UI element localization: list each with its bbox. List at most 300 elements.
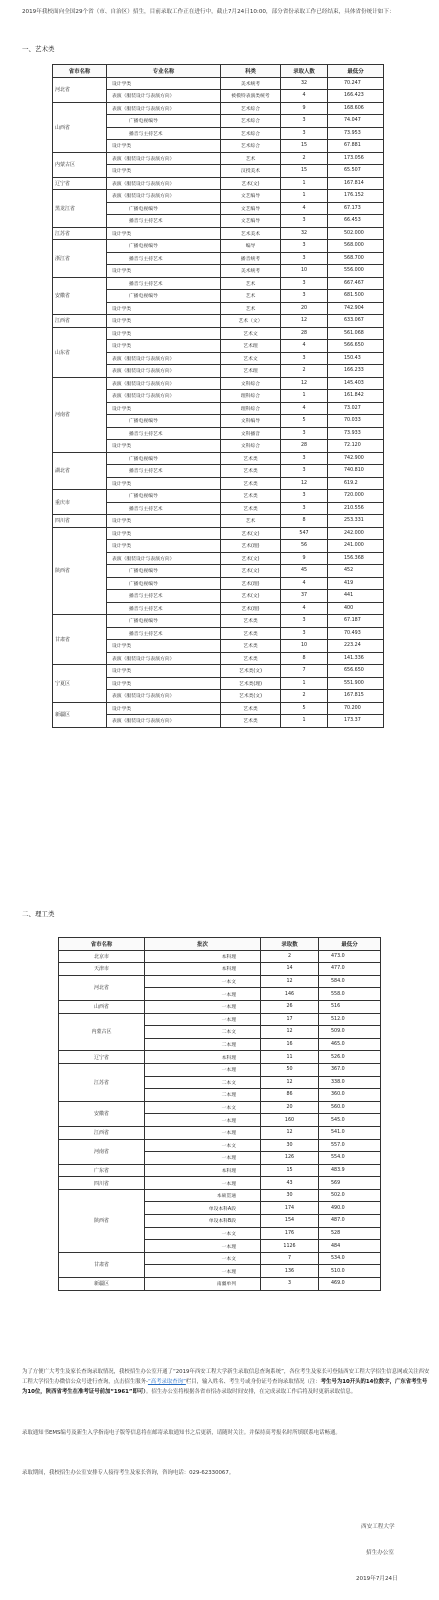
category-cell: 艺术 xyxy=(221,152,281,165)
batch-cell: 一本文 xyxy=(145,1252,261,1265)
section-title-sci: 二、理工类 xyxy=(22,910,55,918)
batch-cell: 本硕贯通 xyxy=(145,1189,261,1202)
count-cell: 14 xyxy=(261,963,319,976)
count-cell: 15 xyxy=(281,140,328,153)
batch-cell: 一本理 xyxy=(145,1240,261,1253)
count-cell: 9 xyxy=(281,102,328,115)
min-score-cell: 419 xyxy=(328,577,384,590)
count-cell: 3 xyxy=(281,252,328,265)
province-cell: 河北省 xyxy=(59,975,145,1000)
min-score-cell: 67.173 xyxy=(328,202,384,215)
count-cell: 3 xyxy=(281,127,328,140)
province-cell: 辽宁省 xyxy=(53,177,107,190)
count-cell: 547 xyxy=(281,527,328,540)
count-cell: 3 xyxy=(281,215,328,228)
major-cell: 表演（服装设计与表演方向） xyxy=(107,102,221,115)
count-cell: 8 xyxy=(281,652,328,665)
count-cell: 3 xyxy=(281,115,328,128)
count-cell: 12 xyxy=(281,315,328,328)
min-score-cell: 541.0 xyxy=(319,1126,381,1139)
count-cell: 3 xyxy=(281,627,328,640)
major-cell: 设计学类 xyxy=(107,702,221,715)
category-cell: 艺术(文) xyxy=(221,590,281,603)
count-cell: 17 xyxy=(261,1013,319,1026)
table-row xyxy=(53,615,384,628)
count-cell: 86 xyxy=(261,1089,319,1102)
count-cell: 4 xyxy=(281,577,328,590)
major-cell: 表演（服装设计与表演方向） xyxy=(107,715,221,728)
category-cell: 文艺编导 xyxy=(221,190,281,203)
category-cell: 艺术文 xyxy=(221,327,281,340)
table-row xyxy=(53,102,384,115)
count-cell: 28 xyxy=(281,327,328,340)
province-cell: 重庆市 xyxy=(53,490,107,515)
major-cell: 广播电视编导 xyxy=(107,452,221,465)
count-cell: 2 xyxy=(281,690,328,703)
min-score-cell: 516 xyxy=(319,1000,381,1013)
min-score-cell: 502.000 xyxy=(328,227,384,240)
batch-cell: 一本理 xyxy=(145,1063,261,1076)
count-cell: 3 xyxy=(281,240,328,253)
min-score-cell: 534.0 xyxy=(319,1252,381,1265)
count-cell: 26 xyxy=(261,1000,319,1013)
category-cell: 艺术类 xyxy=(221,465,281,478)
category-cell: 艺术美术 xyxy=(221,227,281,240)
batch-cell: 南疆单列 xyxy=(145,1278,261,1291)
major-cell: 设计学类 xyxy=(107,440,221,453)
category-cell: 艺术 xyxy=(221,290,281,303)
category-cell: 艺术 xyxy=(221,515,281,528)
min-score-cell: 241.000 xyxy=(328,540,384,553)
min-score-cell: 367.0 xyxy=(319,1063,381,1076)
category-cell: 艺术类 xyxy=(221,502,281,515)
count-cell: 2 xyxy=(261,950,319,963)
count-cell: 20 xyxy=(261,1101,319,1114)
count-cell: 1 xyxy=(281,177,328,190)
batch-cell: 单设本科A段 xyxy=(145,1202,261,1215)
exam-number-note: 考生号为10开头的14位数字，广东省考生号为10位，陕西省考生在准考证号前加“1961”即可） xyxy=(22,1379,428,1395)
table-row xyxy=(53,277,384,290)
province-cell: 江苏省 xyxy=(53,227,107,240)
category-cell: 艺术理 xyxy=(221,365,281,378)
major-cell: 设计学类 xyxy=(107,515,221,528)
count-cell: 2 xyxy=(281,365,328,378)
min-score-cell: 67.881 xyxy=(328,140,384,153)
min-score-cell: 490.0 xyxy=(319,1202,381,1215)
min-score-cell: 568.700 xyxy=(328,252,384,265)
count-cell: 12 xyxy=(261,1076,319,1089)
major-cell: 设计学类 xyxy=(107,327,221,340)
count-cell: 5 xyxy=(281,415,328,428)
min-score-cell: 66.453 xyxy=(328,215,384,228)
count-cell: 15 xyxy=(261,1164,319,1177)
count-cell: 3 xyxy=(281,290,328,303)
count-cell: 45 xyxy=(281,565,328,578)
art-admission-table xyxy=(52,64,384,728)
min-score-cell: 557.0 xyxy=(319,1139,381,1152)
category-cell: 艺术理 xyxy=(221,340,281,353)
category-cell: 艺术(理) xyxy=(221,540,281,553)
category-cell: 艺术(文) xyxy=(221,527,281,540)
batch-cell: 本科理 xyxy=(145,950,261,963)
table-row xyxy=(53,490,384,503)
sign-date: 2019年7月24日 xyxy=(356,1576,398,1582)
major-cell: 广播电视编导 xyxy=(107,490,221,503)
min-score-cell: 360.0 xyxy=(319,1089,381,1102)
major-cell: 播音与主持艺术 xyxy=(107,252,221,265)
major-cell: 设计学类 xyxy=(107,140,221,153)
min-score-cell: 619.2 xyxy=(328,477,384,490)
min-score-cell: 166.423 xyxy=(328,90,384,103)
province-cell: 甘肃省 xyxy=(59,1252,145,1277)
table-row xyxy=(53,515,384,528)
art-header-cell: 省市名称 xyxy=(53,65,107,78)
min-score-cell: 441 xyxy=(328,590,384,603)
count-cell: 4 xyxy=(281,202,328,215)
major-cell: 设计学类 xyxy=(107,540,221,553)
major-cell: 设计学类 xyxy=(107,477,221,490)
category-cell: 艺术类 xyxy=(221,477,281,490)
count-cell: 5 xyxy=(281,702,328,715)
min-score-cell: 633.067 xyxy=(328,315,384,328)
min-score-cell: 73.933 xyxy=(328,427,384,440)
count-cell: 146 xyxy=(261,988,319,1001)
batch-cell: 一本理 xyxy=(145,1114,261,1127)
sci-table-body xyxy=(59,950,381,1290)
min-score-cell: 742.904 xyxy=(328,302,384,315)
sci-header-cell: 省市名称 xyxy=(59,938,145,951)
min-score-cell: 223.24 xyxy=(328,640,384,653)
major-cell: 表演（服装设计与表演方向） xyxy=(107,377,221,390)
min-score-cell: 67.187 xyxy=(328,615,384,628)
province-cell: 江苏省 xyxy=(59,1063,145,1101)
batch-cell: 本科理 xyxy=(145,963,261,976)
major-cell: 设计学类 xyxy=(107,227,221,240)
category-cell: 被模特表演类统考 xyxy=(221,90,281,103)
category-cell: 艺术类 xyxy=(221,452,281,465)
art-table-body xyxy=(53,77,384,727)
province-cell: 江西省 xyxy=(53,315,107,328)
major-cell: 广播电视编导 xyxy=(107,577,221,590)
min-score-cell: 487.0 xyxy=(319,1215,381,1228)
batch-cell: 一本理 xyxy=(145,1152,261,1165)
major-cell: 设计学类 xyxy=(107,77,221,90)
table-row xyxy=(53,665,384,678)
art-header-cell: 科类 xyxy=(221,65,281,78)
min-score-cell: 477.0 xyxy=(319,963,381,976)
min-score-cell: 253.331 xyxy=(328,515,384,528)
min-score-cell: 473.0 xyxy=(319,950,381,963)
min-score-cell: 65.507 xyxy=(328,165,384,178)
batch-cell: 一本文 xyxy=(145,975,261,988)
min-score-cell: 509.0 xyxy=(319,1026,381,1039)
category-cell: 艺术类 xyxy=(221,702,281,715)
min-score-cell: 210.556 xyxy=(328,502,384,515)
table-row xyxy=(53,315,384,328)
count-cell: 28 xyxy=(281,440,328,453)
min-score-cell: 554.0 xyxy=(319,1152,381,1165)
min-score-cell: 70.493 xyxy=(328,627,384,640)
count-cell: 20 xyxy=(281,302,328,315)
count-cell: 15 xyxy=(281,165,328,178)
count-cell: 7 xyxy=(261,1252,319,1265)
min-score-cell: 656.650 xyxy=(328,665,384,678)
count-cell: 10 xyxy=(281,265,328,278)
sci-table-header xyxy=(59,938,381,951)
sci-header-cell: 最低分 xyxy=(319,938,381,951)
major-cell: 表演（服装设计与表演方向） xyxy=(107,365,221,378)
min-score-cell: 70.247 xyxy=(328,77,384,90)
major-cell: 播音与主持艺术 xyxy=(107,465,221,478)
category-cell: 艺术 xyxy=(221,277,281,290)
query-notice-paragraph: 为了方便广大考生及家长查询录取情况，我校招生办公室开通了“2019年西安工程大学新生录取信息查询系统”，各位考生及家长可登陆西安工程大学招生信息网或关注西安工程大学招生办微信公众号进行查询，点击招生服务-“高考录取查询”栏目，输入姓名、考生号或身份证号查询录取情况（注：考生号为10开头的14位数字，广东省考生号为10位，陕西省考生在准考证号前加“1961”即可）。招生办公室将根据各省市招办录取时间安排，在完成录取工作后将及时更新录取信息。 xyxy=(22,1369,430,1395)
major-cell: 播音与主持艺术 xyxy=(107,627,221,640)
category-cell: 文科综合 xyxy=(221,440,281,453)
major-cell: 表演（服装设计与表演方向） xyxy=(107,152,221,165)
min-score-cell: 742.900 xyxy=(328,452,384,465)
table-row xyxy=(59,1000,381,1013)
count-cell: 154 xyxy=(261,1215,319,1228)
min-score-cell: 70.200 xyxy=(328,702,384,715)
major-cell: 播音与主持艺术 xyxy=(107,127,221,140)
province-cell: 河北省 xyxy=(53,77,107,102)
major-cell: 广播电视编导 xyxy=(107,240,221,253)
major-cell: 广播电视编导 xyxy=(107,615,221,628)
min-score-cell: 73.953 xyxy=(328,127,384,140)
category-cell: 艺术类 xyxy=(221,652,281,665)
province-cell: 浙江省 xyxy=(53,240,107,278)
count-cell: 1 xyxy=(281,677,328,690)
min-score-cell: 510.0 xyxy=(319,1265,381,1278)
major-cell: 设计学类 xyxy=(107,302,221,315)
min-score-cell: 566.650 xyxy=(328,340,384,353)
province-cell: 安徽省 xyxy=(53,277,107,315)
min-score-cell: 161.842 xyxy=(328,390,384,403)
count-cell: 126 xyxy=(261,1152,319,1165)
count-cell: 8 xyxy=(281,515,328,528)
table-row xyxy=(53,77,384,90)
category-cell: 理科综合 xyxy=(221,402,281,415)
min-score-cell: 400 xyxy=(328,602,384,615)
category-cell: 艺术(理) xyxy=(221,602,281,615)
major-cell: 设计学类 xyxy=(107,665,221,678)
major-cell: 设计学类 xyxy=(107,527,221,540)
major-cell: 广播电视编导 xyxy=(107,202,221,215)
count-cell: 136 xyxy=(261,1265,319,1278)
batch-cell: 一本理 xyxy=(145,1000,261,1013)
province-cell: 山西省 xyxy=(53,102,107,152)
table-row xyxy=(53,377,384,390)
min-score-cell: 667.467 xyxy=(328,277,384,290)
province-cell: 新疆区 xyxy=(53,702,107,727)
table-row xyxy=(53,702,384,715)
count-cell: 9 xyxy=(281,552,328,565)
batch-cell: 二本文 xyxy=(145,1076,261,1089)
major-cell: 表演（服装设计与表演方向） xyxy=(107,690,221,703)
table-row xyxy=(59,1164,381,1177)
sci-admission-table xyxy=(58,937,381,1291)
min-score-cell: 551.900 xyxy=(328,677,384,690)
count-cell: 2 xyxy=(281,152,328,165)
count-cell: 4 xyxy=(281,602,328,615)
major-cell: 表演（服装设计与表演方向） xyxy=(107,352,221,365)
table-row xyxy=(53,327,384,340)
batch-cell: 一本理 xyxy=(145,1265,261,1278)
province-cell: 广东省 xyxy=(59,1164,145,1177)
major-cell: 广播电视编导 xyxy=(107,115,221,128)
category-cell: 文科播音 xyxy=(221,427,281,440)
count-cell: 3 xyxy=(281,452,328,465)
art-table-header xyxy=(53,65,384,78)
province-cell: 黑龙江省 xyxy=(53,190,107,228)
min-score-cell: 150.43 xyxy=(328,352,384,365)
table-row xyxy=(59,1139,381,1152)
batch-cell: 本科理 xyxy=(145,1051,261,1064)
count-cell: 3 xyxy=(281,465,328,478)
sci-header-cell: 批次 xyxy=(145,938,261,951)
count-cell: 4 xyxy=(281,90,328,103)
province-cell: 湖北省 xyxy=(53,452,107,490)
count-cell: 50 xyxy=(261,1063,319,1076)
min-score-cell: 528 xyxy=(319,1227,381,1240)
batch-cell: 本科理 xyxy=(145,1164,261,1177)
table-row xyxy=(59,1013,381,1026)
count-cell: 3 xyxy=(281,277,328,290)
category-cell: 美术统考 xyxy=(221,265,281,278)
province-cell: 四川省 xyxy=(53,515,107,528)
count-cell: 30 xyxy=(261,1189,319,1202)
sci-header-cell: 录取数 xyxy=(261,938,319,951)
art-header-cell: 录取人数 xyxy=(281,65,328,78)
province-cell: 河南省 xyxy=(53,377,107,452)
count-cell: 32 xyxy=(281,77,328,90)
count-cell: 32 xyxy=(281,227,328,240)
table-row xyxy=(59,950,381,963)
min-score-cell: 168.606 xyxy=(328,102,384,115)
category-cell: 艺术(理) xyxy=(221,577,281,590)
category-cell: 艺术类 xyxy=(221,715,281,728)
major-cell: 表演（服装设计与表演方向） xyxy=(107,552,221,565)
major-cell: 设计学类 xyxy=(107,265,221,278)
province-cell: 内蒙古区 xyxy=(59,1013,145,1051)
count-cell: 10 xyxy=(281,640,328,653)
count-cell: 4 xyxy=(281,340,328,353)
province-cell: 山东省 xyxy=(53,327,107,377)
count-cell: 12 xyxy=(281,377,328,390)
min-score-cell: 72.120 xyxy=(328,440,384,453)
major-cell: 设计学类 xyxy=(107,165,221,178)
count-cell: 12 xyxy=(281,477,328,490)
category-cell: 艺术(文) xyxy=(221,552,281,565)
min-score-cell: 166.233 xyxy=(328,365,384,378)
table-row xyxy=(53,527,384,540)
min-score-cell: 483.9 xyxy=(319,1164,381,1177)
major-cell: 表演（服装设计与表演方向） xyxy=(107,177,221,190)
min-score-cell: 242.000 xyxy=(328,527,384,540)
intro-paragraph: 2019年我校面向全国29个省（市、自治区）招生，目前录取工作正在进行中，截止7月24日10:00，部分省份录取工作已经结束，具体省份统计如下： xyxy=(22,9,395,15)
count-cell: 12 xyxy=(261,1126,319,1139)
major-cell: 设计学类 xyxy=(107,315,221,328)
min-score-cell: 484 xyxy=(319,1240,381,1253)
category-cell: 美术统考 xyxy=(221,77,281,90)
category-cell: 艺术文 xyxy=(221,352,281,365)
category-cell: 艺术（文） xyxy=(221,315,281,328)
table-row xyxy=(59,975,381,988)
province-cell: 四川省 xyxy=(59,1177,145,1190)
major-cell: 设计学类 xyxy=(107,402,221,415)
batch-cell: 一本文 xyxy=(145,1227,261,1240)
count-cell: 37 xyxy=(281,590,328,603)
min-score-cell: 545.0 xyxy=(319,1114,381,1127)
min-score-cell: 556.000 xyxy=(328,265,384,278)
min-score-cell: 167.815 xyxy=(328,690,384,703)
table-row xyxy=(53,190,384,203)
sign-school: 西安工程大学 xyxy=(361,1524,395,1530)
batch-cell: 一本理 xyxy=(145,1126,261,1139)
batch-cell: 二本理 xyxy=(145,1089,261,1102)
count-cell: 1 xyxy=(281,390,328,403)
province-cell: 山西省 xyxy=(59,1000,145,1013)
min-score-cell: 568.000 xyxy=(328,240,384,253)
batch-cell: 二本理 xyxy=(145,1038,261,1051)
category-cell: 艺术(文) xyxy=(221,565,281,578)
category-cell: 艺术类 xyxy=(221,627,281,640)
min-score-cell: 561.068 xyxy=(328,327,384,340)
major-cell: 设计学类 xyxy=(107,340,221,353)
category-cell: 艺术综合 xyxy=(221,102,281,115)
category-cell: 艺术综合 xyxy=(221,140,281,153)
consult-paragraph: 录取期间，我校招生办公室安排专人接待考生及家长咨询，咨询电话：029-62330067。 xyxy=(22,1470,235,1476)
category-cell: 汉授美术 xyxy=(221,165,281,178)
table-row xyxy=(53,240,384,253)
min-score-cell: 465.0 xyxy=(319,1038,381,1051)
major-cell: 播音与主持艺术 xyxy=(107,590,221,603)
province-cell: 新疆区 xyxy=(59,1278,145,1291)
table-row xyxy=(59,1126,381,1139)
category-cell: 艺术类(文) xyxy=(221,690,281,703)
min-score-cell: 74.047 xyxy=(328,115,384,128)
major-cell: 广播电视编导 xyxy=(107,290,221,303)
category-cell: 艺术 xyxy=(221,302,281,315)
category-cell: 文科编导 xyxy=(221,415,281,428)
min-score-cell: 73.027 xyxy=(328,402,384,415)
province-cell: 宁夏区 xyxy=(53,665,107,703)
major-cell: 播音与主持艺术 xyxy=(107,502,221,515)
table-row xyxy=(59,1252,381,1265)
province-cell: 内蒙古区 xyxy=(53,152,107,177)
count-cell: 160 xyxy=(261,1114,319,1127)
category-cell: 艺术类 xyxy=(221,640,281,653)
category-cell: 艺术综合 xyxy=(221,115,281,128)
count-cell: 1 xyxy=(281,190,328,203)
category-cell: 艺术类(理) xyxy=(221,677,281,690)
min-score-cell: 173.37 xyxy=(328,715,384,728)
table-row xyxy=(53,227,384,240)
category-cell: 艺术综合 xyxy=(221,127,281,140)
section-title-art: 一、艺术类 xyxy=(22,45,55,53)
table-row xyxy=(53,177,384,190)
query-link[interactable]: “高考录取查询” xyxy=(147,1379,186,1385)
category-cell: 播音统考 xyxy=(221,252,281,265)
min-score-cell: 569 xyxy=(319,1177,381,1190)
province-cell: 陕西省 xyxy=(53,527,107,615)
category-cell: 艺术类 xyxy=(221,615,281,628)
min-score-cell: 176.152 xyxy=(328,190,384,203)
notice-letter-paragraph: 录取通知书EMS编号及新生入学指南电子版等信息将在邮寄录取通知书之后更新，请随时关注。并保持高考报名时所填联系电话畅通。 xyxy=(22,1430,341,1436)
count-cell: 3 xyxy=(281,490,328,503)
count-cell: 56 xyxy=(281,540,328,553)
min-score-cell: 740.810 xyxy=(328,465,384,478)
